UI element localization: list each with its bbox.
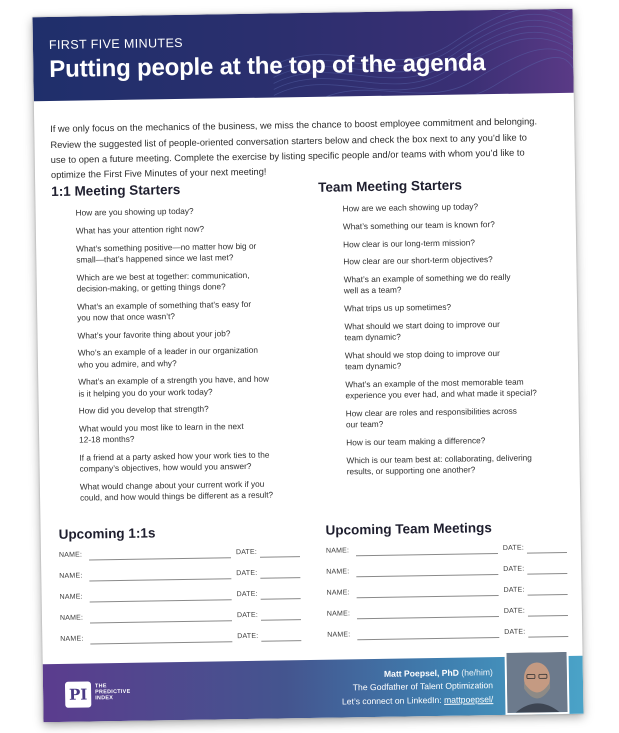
name-field[interactable] <box>90 620 232 623</box>
team-question: How are we each showing up today? <box>342 201 479 214</box>
one-on-one-question: Which are we best at together: communication, decision-making, or getting things done? <box>76 269 250 294</box>
name-field[interactable] <box>89 578 231 581</box>
team-question: What’s an example of the most memorable team experience you ever had, and what made it special? <box>345 376 537 401</box>
upcoming-team-form <box>326 540 573 649</box>
upcoming-team-row <box>327 624 572 649</box>
name-label: NAME: <box>59 593 83 601</box>
date-field[interactable] <box>528 636 568 638</box>
name-label: NAME: <box>59 614 84 622</box>
one-on-one-question: What’s your favorite thing about your job? <box>77 327 231 341</box>
name-field[interactable] <box>356 553 498 556</box>
date-field[interactable] <box>528 594 568 596</box>
name-label: NAME: <box>326 568 350 576</box>
page-title: Putting people at the top of the agenda <box>49 49 486 84</box>
team-question: How clear are our short-term objectives? <box>343 254 493 267</box>
team-question-list <box>342 200 566 484</box>
author-name: Matt Poepsel, PhD <box>383 667 460 679</box>
one-on-one-question: Who’s an example of a leader in our organization who you admire, and why? <box>77 345 259 370</box>
name-label: NAME: <box>326 589 350 597</box>
team-question: What should we start doing to improve our team dynamic? <box>344 318 500 343</box>
date-field[interactable] <box>527 552 567 554</box>
team-question: What trips us up sometimes? <box>344 301 452 314</box>
name-field[interactable] <box>89 557 231 560</box>
date-field[interactable] <box>261 598 301 600</box>
name-field[interactable] <box>357 637 499 640</box>
worksheet-page <box>32 9 583 722</box>
date-label: DATE: <box>502 544 525 552</box>
name-field[interactable] <box>357 616 499 619</box>
date-field[interactable] <box>527 573 567 575</box>
author-info <box>341 666 493 709</box>
one-on-one-question-list <box>75 204 300 511</box>
one-on-one-question: How did you develop that strength? <box>78 403 209 416</box>
upcoming-one-on-one-heading: Upcoming 1:1s <box>58 525 156 542</box>
team-question: How clear is our long-term mission? <box>343 236 476 250</box>
date-field[interactable] <box>261 640 301 642</box>
one-on-one-question: What would you most like to learn in the next 12-18 months? <box>78 421 244 445</box>
date-label: DATE: <box>236 569 258 578</box>
team-question: How clear are roles and responsibilities across our team? <box>345 405 517 430</box>
date-label: DATE: <box>237 632 259 641</box>
name-label: NAME: <box>58 551 83 559</box>
author-title: The Godfather of Talent Optimization <box>352 680 494 693</box>
connect-text: Let’s connect on LinkedIn: <box>341 694 442 707</box>
one-on-one-question: What would change about your current work if you could, and how would things be different as a result? <box>79 478 274 503</box>
linkedin-line <box>342 693 494 709</box>
wordmark-line: THE <box>94 683 107 690</box>
team-question: What should we stop doing to improve our team dynamic? <box>344 347 500 372</box>
date-field[interactable] <box>528 615 568 617</box>
team-question: What’s something our team is known for? <box>342 218 495 232</box>
header-kicker: FIRST FIVE MINUTES <box>48 35 184 53</box>
name-label: NAME: <box>327 631 351 639</box>
linkedin-link[interactable]: mattpoepsel/ <box>443 693 494 705</box>
author-portrait-icon <box>507 652 568 713</box>
name-field[interactable] <box>90 599 232 602</box>
author-pronouns: (he/him) <box>461 667 493 678</box>
date-label: DATE: <box>503 607 526 615</box>
name-label: NAME: <box>325 547 350 555</box>
name-label: NAME: <box>59 572 83 580</box>
one-on-one-question: What’s something positive—no matter how big or small—that’s happened since we last met? <box>76 240 257 265</box>
name-label: NAME: <box>326 610 351 618</box>
wordmark-line: INDEX <box>95 695 114 702</box>
predictive-index-logo-icon: PI <box>65 681 91 707</box>
footer-banner <box>43 656 584 722</box>
author-photo <box>505 650 570 715</box>
date-field[interactable] <box>260 577 300 579</box>
date-label: DATE: <box>503 565 525 573</box>
upcoming-one-on-one-row <box>60 628 305 653</box>
one-on-one-question: How are you showing up today? <box>75 205 194 218</box>
name-label: NAME: <box>60 635 84 643</box>
date-field[interactable] <box>260 556 300 558</box>
name-field[interactable] <box>357 595 499 598</box>
upcoming-team-heading: Upcoming Team Meetings <box>325 520 492 538</box>
name-field[interactable] <box>356 574 498 577</box>
team-question: How is our team making a difference? <box>346 435 486 448</box>
one-on-one-question: What’s an example of a strength you have, and how is it helping you do your work today? <box>78 374 270 399</box>
team-question: Which is our team best at: collaborating, delivering results, or supporting one another? <box>346 452 532 477</box>
one-on-one-question: If a friend at a party asked how your work ties to the company’s objectives, how would you answer? <box>79 449 270 474</box>
team-question: What’s an example of something we do really well as a team? <box>343 271 511 296</box>
date-label: DATE: <box>503 586 525 594</box>
header-banner <box>32 9 573 101</box>
upcoming-one-on-one-form <box>59 544 306 653</box>
date-label: DATE: <box>236 611 259 620</box>
name-field[interactable] <box>90 641 232 644</box>
predictive-index-wordmark <box>95 683 131 702</box>
wordmark-line: PREDICTIVE <box>95 688 131 696</box>
one-on-one-question: What’s an example of something that’s easy for you now that once wasn’t? <box>76 298 252 323</box>
one-on-one-heading: 1:1 Meeting Starters <box>51 181 181 200</box>
date-label: DATE: <box>235 548 258 557</box>
date-label: DATE: <box>236 590 258 599</box>
one-on-one-question: What has your attention right now? <box>75 223 205 236</box>
date-field[interactable] <box>261 619 301 621</box>
team-heading: Team Meeting Starters <box>318 177 463 195</box>
date-label: DATE: <box>504 628 526 636</box>
intro-paragraph: If we only focus on the mechanics of the business, we miss the chance to boost employee commitment and belonging. Review the suggested list of people-oriented conversation starters below and check the box next to any you’d like to use to open a future meeting. Complete the exercise by listing specific people and/or teams with whom you’d like to optimize the First Five Minutes of your next meeting! <box>50 116 538 180</box>
